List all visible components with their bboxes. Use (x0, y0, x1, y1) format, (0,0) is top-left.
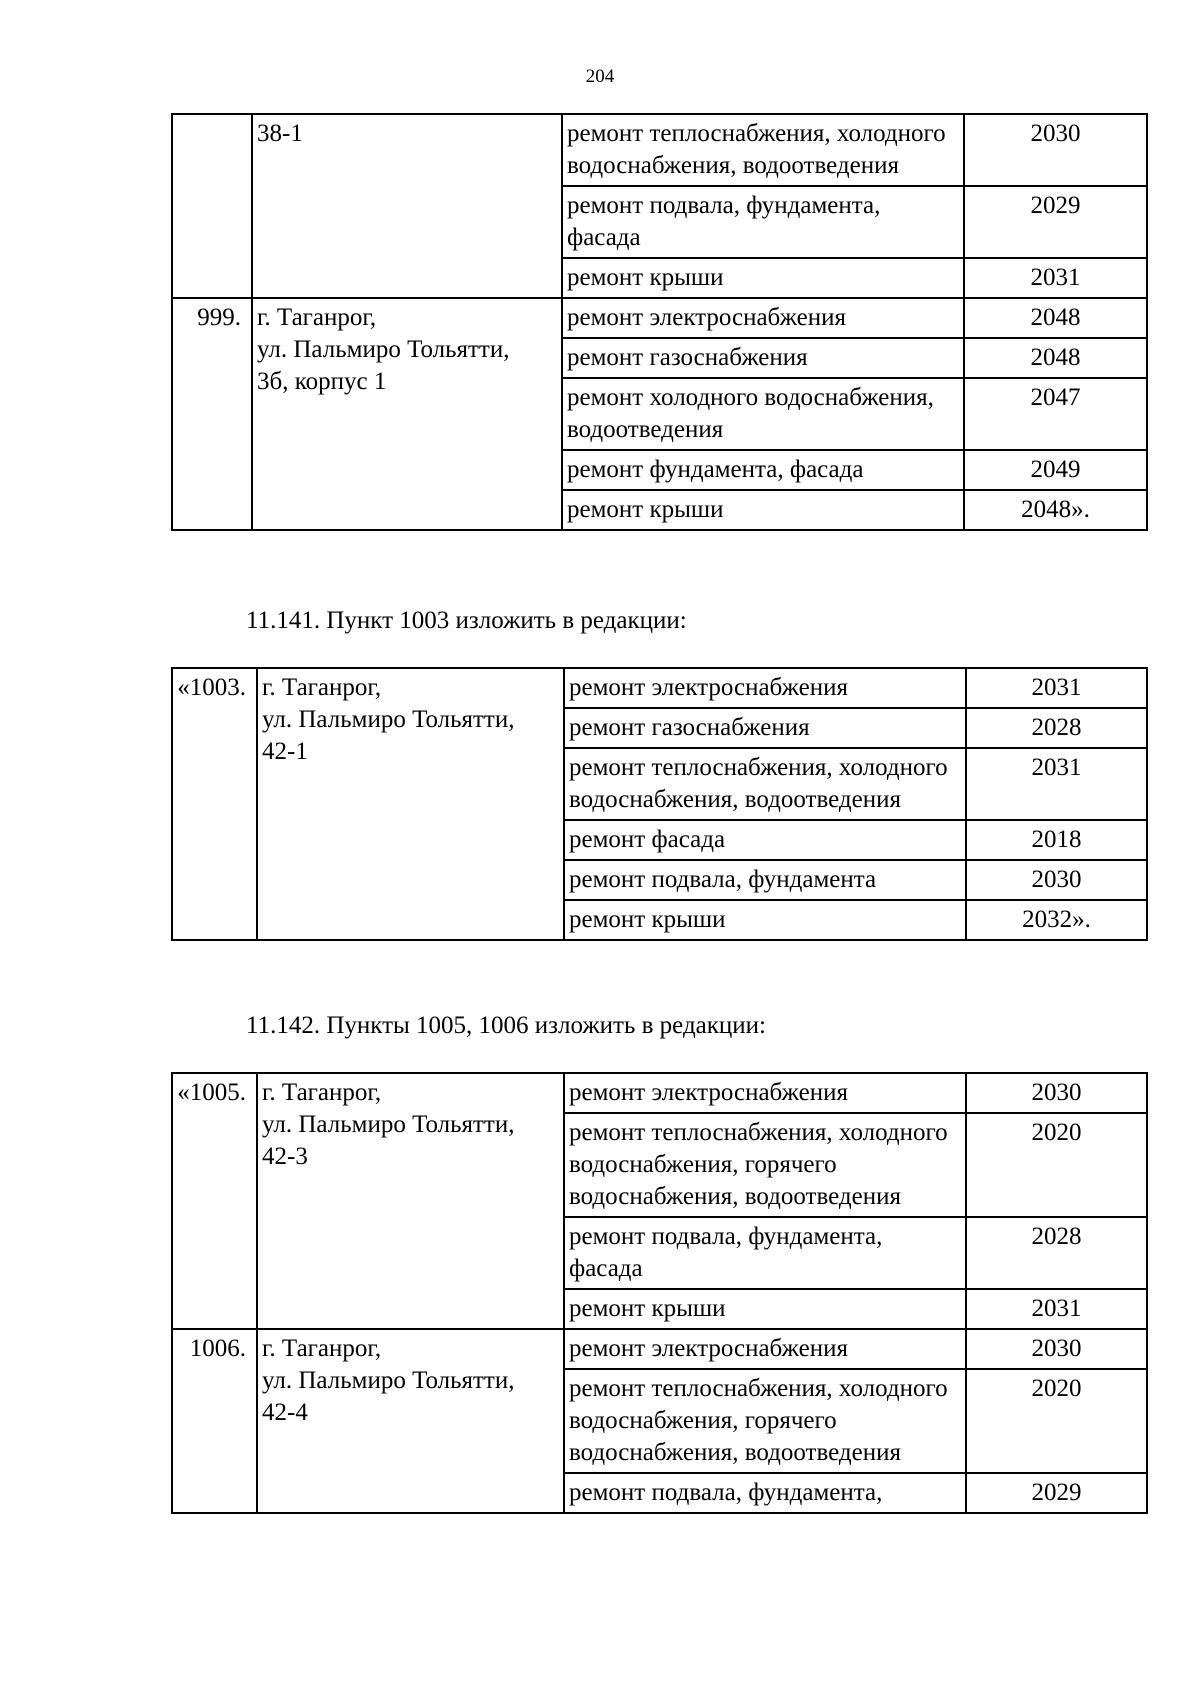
work-type-cell: ремонт фасада (564, 820, 966, 860)
table-row (172, 298, 1147, 338)
year-cell: 2030 (966, 860, 1147, 900)
table-body (172, 668, 1147, 940)
work-type-cell: ремонт электроснабжения (564, 1073, 966, 1113)
amendment-paragraph-1142: 11.142. Пункты 1005, 1006 изложить в редакции: (246, 1012, 766, 1039)
work-type-cell: ремонт крыши (562, 258, 964, 298)
year-cell: 2028 (966, 1217, 1147, 1289)
year-cell: 2031 (966, 748, 1147, 820)
year-cell: 2018 (966, 820, 1147, 860)
address-cell: г. Таганрог, ул. Пальмиро Тольятти, 3б, корпус 1 (252, 298, 562, 530)
table-row (172, 114, 1147, 186)
work-type-cell: ремонт подвала, фундамента, фасада (562, 186, 964, 258)
repair-schedule-table-1 (171, 113, 1148, 531)
year-cell: 2029 (964, 186, 1147, 258)
work-type-cell: ремонт фундамента, фасада (562, 450, 964, 490)
year-cell: 2030 (966, 1073, 1147, 1113)
year-cell: 2031 (964, 258, 1147, 298)
address-cell: г. Таганрог, ул. Пальмиро Тольятти, 42-1 (257, 668, 564, 940)
item-number-cell: «1005. (172, 1073, 257, 1329)
work-type-cell: ремонт газоснабжения (564, 708, 966, 748)
table-body (172, 1073, 1147, 1513)
year-cell: 2047 (964, 378, 1147, 450)
work-type-cell: ремонт крыши (564, 1289, 966, 1329)
address-cell: г. Таганрог, ул. Пальмиро Тольятти, 42-3 (257, 1073, 564, 1329)
year-cell: 2048 (964, 298, 1147, 338)
address-cell: 38-1 (252, 114, 562, 298)
work-type-cell: ремонт холодного водоснабжения, водоотведения (562, 378, 964, 450)
table-row (172, 1073, 1147, 1113)
table-row (172, 668, 1147, 708)
year-cell: 2032». (966, 900, 1147, 940)
year-cell: 2031 (966, 668, 1147, 708)
item-number-cell: 999. (172, 298, 252, 530)
item-number-cell: «1003. (172, 668, 257, 940)
year-cell: 2030 (964, 114, 1147, 186)
work-type-cell: ремонт подвала, фундамента, (564, 1473, 966, 1513)
repair-schedule-table-3 (171, 1072, 1148, 1514)
work-type-cell: ремонт электроснабжения (562, 298, 964, 338)
work-type-cell: ремонт теплоснабжения, холодного водоснабжения, водоотведения (562, 114, 964, 186)
page-number: 204 (585, 66, 615, 87)
work-type-cell: ремонт теплоснабжения, холодного водоснабжения, горячего водоснабжения, водоотведения (564, 1369, 966, 1473)
work-type-cell: ремонт теплоснабжения, холодного водоснабжения, горячего водоснабжения, водоотведения (564, 1113, 966, 1217)
item-number-cell (172, 114, 252, 298)
year-cell: 2031 (966, 1289, 1147, 1329)
year-cell: 2028 (966, 708, 1147, 748)
work-type-cell: ремонт газоснабжения (562, 338, 964, 378)
work-type-cell: ремонт электроснабжения (564, 1329, 966, 1369)
work-type-cell: ремонт крыши (564, 900, 966, 940)
table-row (172, 1329, 1147, 1369)
address-cell: г. Таганрог, ул. Пальмиро Тольятти, 42-4 (257, 1329, 564, 1513)
amendment-paragraph-1141: 11.141. Пункт 1003 изложить в редакции: (246, 607, 687, 634)
year-cell: 2029 (966, 1473, 1147, 1513)
year-cell: 2020 (966, 1113, 1147, 1217)
work-type-cell: ремонт теплоснабжения, холодного водоснабжения, водоотведения (564, 748, 966, 820)
repair-schedule-table-2 (171, 667, 1148, 941)
year-cell: 2048». (964, 490, 1147, 530)
year-cell: 2020 (966, 1369, 1147, 1473)
item-number-cell: 1006. (172, 1329, 257, 1513)
work-type-cell: ремонт подвала, фундамента (564, 860, 966, 900)
year-cell: 2049 (964, 450, 1147, 490)
table-body (172, 114, 1147, 530)
work-type-cell: ремонт подвала, фундамента, фасада (564, 1217, 966, 1289)
year-cell: 2048 (964, 338, 1147, 378)
work-type-cell: ремонт электроснабжения (564, 668, 966, 708)
work-type-cell: ремонт крыши (562, 490, 964, 530)
year-cell: 2030 (966, 1329, 1147, 1369)
